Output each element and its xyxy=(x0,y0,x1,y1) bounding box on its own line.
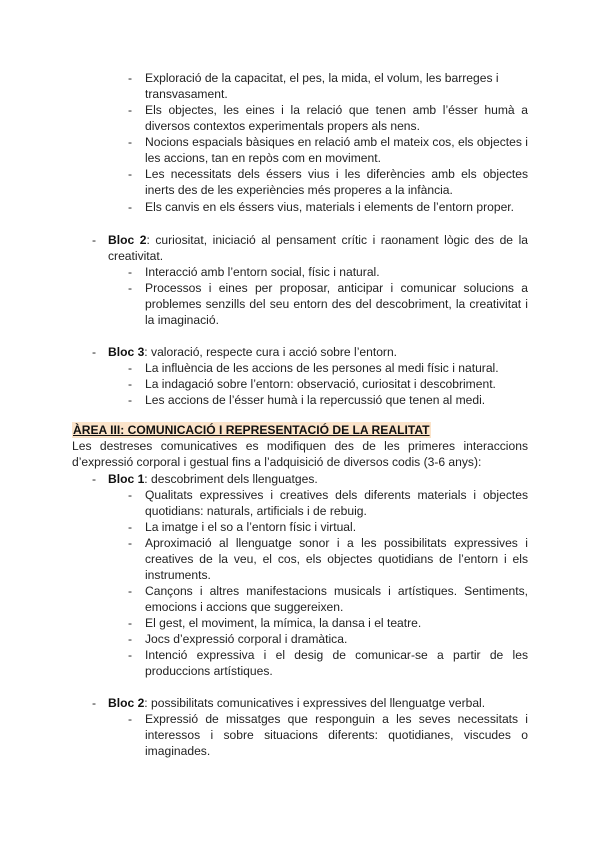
list-item-text: Exploració de la capacitat, el pes, la mida, el volum, les barreges i transvasament. xyxy=(145,71,499,101)
bloc-description: : curiositat, iniciació al pensament crític i raonament lògic des de la creativitat. xyxy=(108,233,528,263)
bloc-heading xyxy=(92,232,528,264)
bullet-dash: - xyxy=(128,712,133,726)
list-item-text: La indagació sobre l’entorn: observació, curiositat i descobriment. xyxy=(145,377,496,391)
list-item xyxy=(128,647,528,679)
bullet-dash: - xyxy=(92,345,97,359)
list-item-text: Nocions espacials bàsiques en relació amb el mateix cos, els objectes i les accions, tan en repòs com en moviment. xyxy=(145,135,528,165)
bloc-label: Bloc 3 xyxy=(108,345,145,359)
list-item xyxy=(128,376,528,392)
list-item xyxy=(128,487,528,519)
bullet-dash: - xyxy=(128,488,133,502)
list-item-text: Aproximació al llenguatge sonor i a les possibilitats expressives i creatives de la veu, el cos, els objectes quotidians de l’entorn i els instruments. xyxy=(145,536,528,582)
list-item-text: El gest, el moviment, la mímica, la dansa i el teatre. xyxy=(145,616,422,630)
list-item-text: Les necessitats dels éssers vius i les diferències amb els objectes inerts des de les experiències més properes a la infància. xyxy=(145,167,528,197)
bloc-label: Bloc 2 xyxy=(108,233,147,247)
bullet-dash: - xyxy=(128,536,133,550)
bullet-dash: - xyxy=(128,616,133,630)
list-item xyxy=(128,535,528,583)
bullet-dash: - xyxy=(128,135,133,149)
list-item xyxy=(128,360,528,376)
list-item-text: Processos i eines per proposar, anticipar i comunicar solucions a problemes senzills del seu entorn des del descobriment, la creativitat i la imaginació. xyxy=(145,281,528,327)
list-item-text: Cançons i altres manifestacions musicals i artístiques. Sentiments, emocions i accions que suggereixen. xyxy=(145,584,528,614)
list-item xyxy=(128,280,528,328)
list-item-text: Els canvis en els éssers vius, materials i elements de l’entorn proper. xyxy=(145,200,515,214)
list-item xyxy=(128,166,528,198)
bloc-description: : possibilitats comunicatives i expressives del llenguatge verbal. xyxy=(144,696,486,710)
list-item-text: Qualitats expressives i creatives dels diferents materials i objectes quotidians: naturals, artificials i de rebuig. xyxy=(145,488,528,518)
bullet-dash: - xyxy=(128,200,133,214)
bullet-dash: - xyxy=(92,233,97,247)
list-item xyxy=(128,264,528,280)
section-intro: Les destreses comunicatives es modifiquen des de les primeres interaccions d’expressió corporal i gestual fins a l’adquisició de diversos codis (3-6 anys): xyxy=(72,439,528,469)
bloc-description: : valoració, respecte cura i acció sobre l’entorn. xyxy=(144,345,398,359)
list-item xyxy=(128,392,528,408)
bullet-dash: - xyxy=(128,71,133,85)
list-item-text: Intenció expressiva i el desig de comunicar-se a partir de les produccions artístiques. xyxy=(145,648,528,678)
bullet-dash: - xyxy=(128,648,133,662)
bullet-dash: - xyxy=(128,377,133,391)
bullet-dash: - xyxy=(128,632,133,646)
bullet-dash: - xyxy=(128,103,133,117)
bloc-description: : descobriment dels llenguatges. xyxy=(144,472,318,486)
list-item xyxy=(128,134,528,166)
list-item-text: La influència de les accions de les persones al medi físic i natural. xyxy=(145,361,499,375)
bullet-dash: - xyxy=(128,361,133,375)
bullet-dash: - xyxy=(92,472,97,486)
list-item xyxy=(128,70,528,102)
section-heading: ÀREA III: COMUNICACIÓ I REPRESENTACIÓ DE LA REALITAT xyxy=(73,423,430,437)
bloc-heading xyxy=(92,695,528,711)
list-item-text: La imatge i el so a l’entorn físic i virtual. xyxy=(145,520,357,534)
list-item xyxy=(128,199,528,215)
bloc-heading xyxy=(92,471,528,487)
bullet-dash: - xyxy=(128,584,133,598)
bullet-dash: - xyxy=(92,696,97,710)
bullet-dash: - xyxy=(128,393,133,407)
bullet-dash: - xyxy=(128,167,133,181)
list-item-text: Les accions de l’ésser humà i la repercussió que tenen al medi. xyxy=(145,393,486,407)
list-item xyxy=(128,583,528,615)
list-item-text: Expressió de missatges que responguin a les seves necessitats i interessos i sobre situacions diferents: quotidianes, viscudes o imaginades. xyxy=(145,712,528,758)
list-item xyxy=(128,102,528,134)
list-item xyxy=(128,711,528,759)
list-item-text: Interacció amb l’entorn social, físic i natural. xyxy=(145,265,380,279)
list-item xyxy=(128,631,528,647)
bullet-dash: - xyxy=(128,281,133,295)
list-item-text: Jocs d’expressió corporal i dramàtica. xyxy=(145,632,348,646)
bloc-label: Bloc 1 xyxy=(108,472,145,486)
list-item xyxy=(128,615,528,631)
list-item-text: Els objectes, les eines i la relació que tenen amb l’ésser humà a diversos contextos experimentals propers als nens. xyxy=(145,103,528,133)
list-item xyxy=(128,519,528,535)
bullet-dash: - xyxy=(128,520,133,534)
bullet-dash: - xyxy=(128,265,133,279)
bloc-heading xyxy=(92,344,528,360)
bloc-label: Bloc 2 xyxy=(108,696,145,710)
